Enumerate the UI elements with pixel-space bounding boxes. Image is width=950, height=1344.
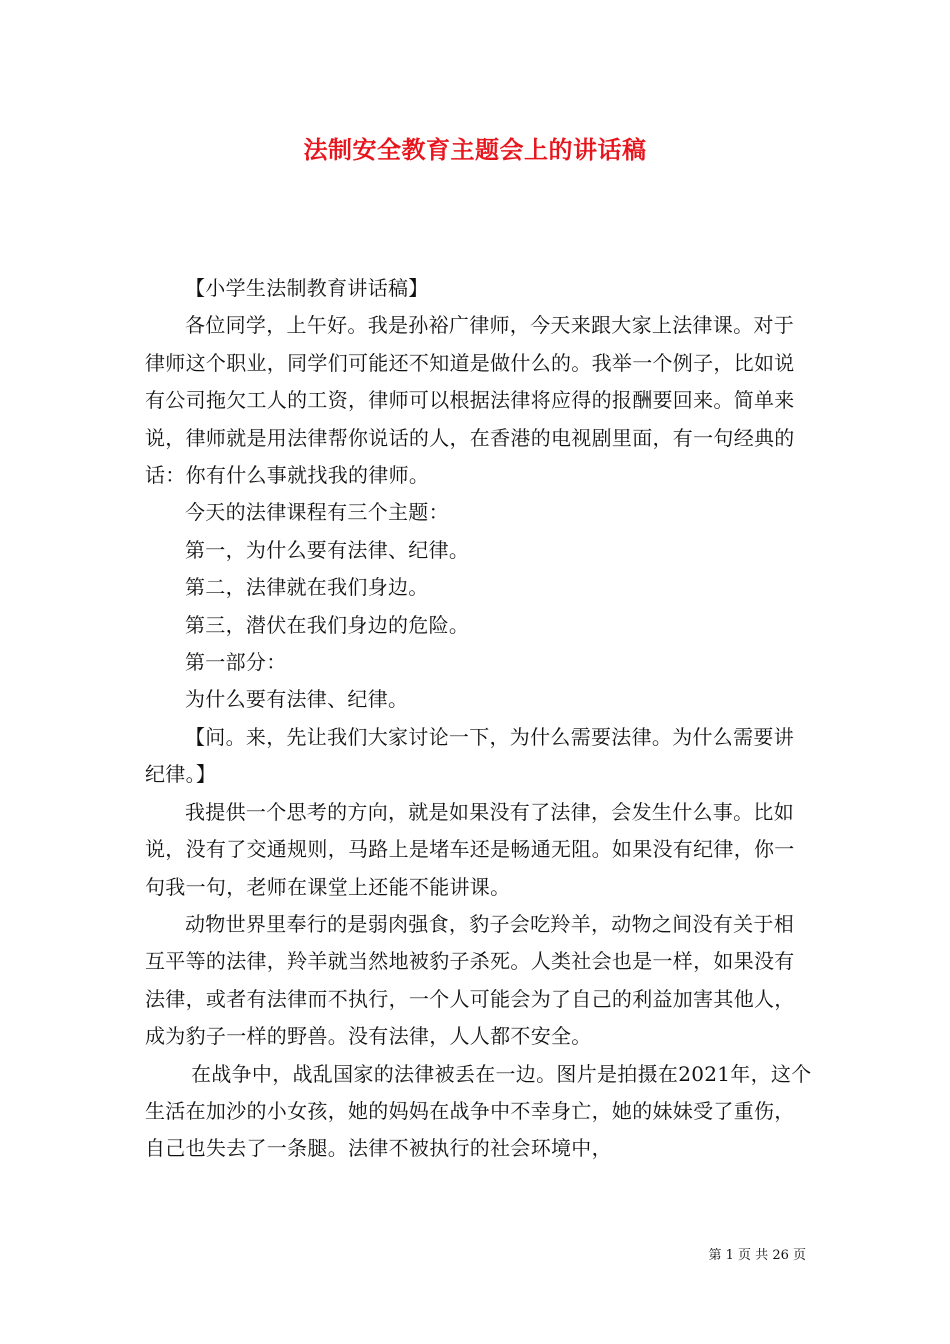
paragraph: 各位同学，上午好。我是孙裕广律师，今天来跟大家上法律课。对于律师这个职业，同学们可能还不知道是做什么的。我举一个例子，比如说有公司拖欠工人的工资，律师可以根据法律将应得的报酬要回来。简单来说，律师就是用法律帮你说话的人，在香港的电视剧里面，有一句经典的话：你有什么事就找我的律师。 (145, 313, 795, 488)
paragraph: 【问。来，先让我们大家讨论一下，为什么需要法律。为什么需要讲纪律。】 (145, 724, 794, 787)
page-number: 第 1 页 共 26 页 (708, 1248, 806, 1263)
paragraph: 今天的法律课程有三个主题： (185, 500, 449, 525)
document-title: 法制安全教育主题会上的讲话稿 (303, 135, 647, 164)
document-body (145, 270, 813, 1168)
paragraph: 为什么要有法律、纪律。 (185, 687, 409, 712)
paragraph: 第三，潜伏在我们身边的危险。 (185, 612, 470, 637)
paragraph-subtitle: 【小学生法制教育讲话稿】 (185, 276, 429, 300)
paragraph: 在战争中，战乱国家的法律被丢在一边。图片是拍摄在2021年，这个生活在加沙的小女孩，她的妈妈在战争中不幸身亡，她的妹妹受了重伤，自己也失去了一条腿。法律不被执行的社会环境中， (145, 1061, 812, 1161)
paragraph: 第二，法律就在我们身边。 (185, 575, 429, 600)
paragraph: 第一部分： (185, 650, 287, 675)
paragraph: 我提供一个思考的方向，就是如果没有了法律，会发生什么事。比如说，没有了交通规则，马路上是堵车还是畅通无阻。如果没有纪律，你一句我一句，老师在课堂上还能不能讲课。 (145, 799, 795, 899)
paragraph: 第一，为什么要有法律、纪律。 (185, 537, 470, 562)
paragraph: 动物世界里奉行的是弱肉强食，豹子会吃羚羊，动物之间没有关于相互平等的法律，羚羊就当然地被豹子杀死。人类社会也是一样，如果没有法律，或者有法律而不执行，一个人可能会为了自己的利益加害其他人，成为豹子一样的野兽。没有法律，人人都不安全。 (145, 911, 795, 1049)
